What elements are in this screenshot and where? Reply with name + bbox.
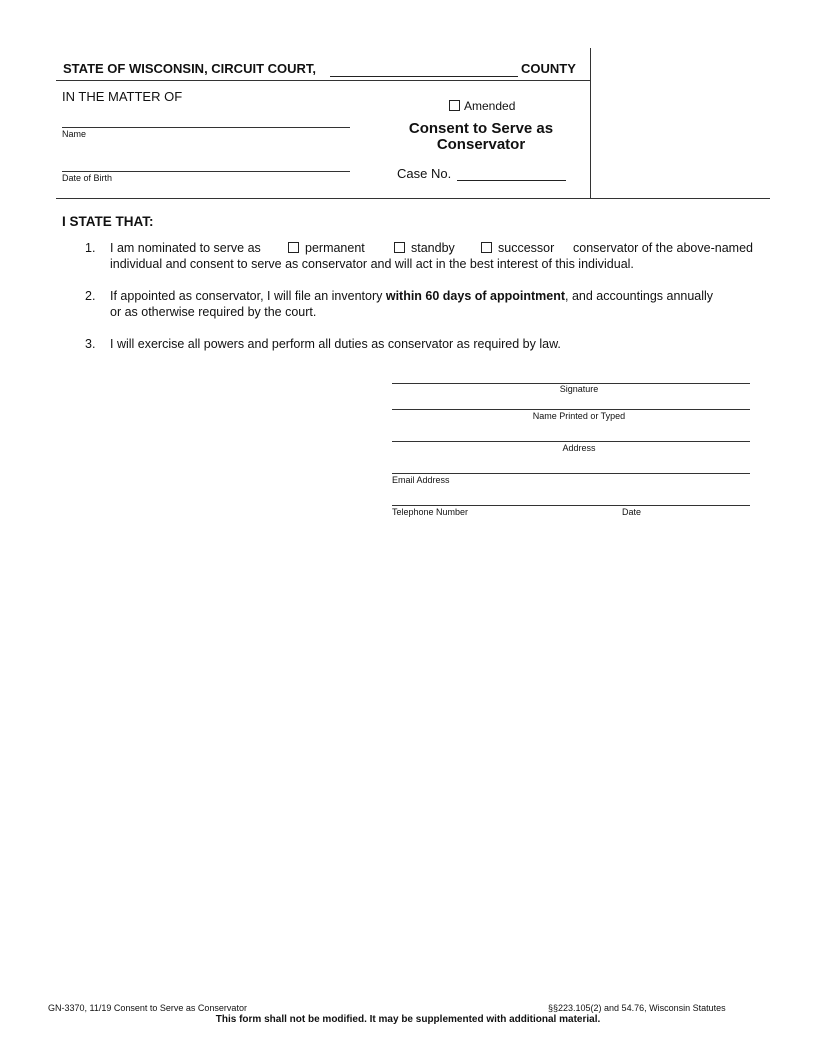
- court-prefix: STATE OF WISCONSIN, CIRCUIT COURT,: [63, 61, 317, 76]
- footer-form-id: GN-3370, 11/19 Consent to Serve as Conservator: [48, 1003, 247, 1013]
- item-3-number: 3.: [85, 337, 96, 351]
- matter-label: IN THE MATTER OF: [62, 89, 183, 104]
- case-no-label: Case No.: [397, 166, 452, 181]
- county-blank-line[interactable]: [330, 76, 518, 77]
- signature-label: Signature: [559, 384, 599, 394]
- form-title-line1: Consent to Serve as: [408, 120, 554, 137]
- item-1-lead: I am nominated to serve as: [110, 241, 261, 255]
- item-2-number: 2.: [85, 289, 96, 303]
- successor-checkbox[interactable]: [481, 242, 492, 253]
- telephone-label: Telephone Number: [392, 507, 469, 517]
- name-printed-label: Name Printed or Typed: [532, 411, 626, 421]
- county-label: COUNTY: [521, 61, 576, 76]
- item-2-pre: If appointed as conservator, I will file an inventory: [110, 289, 386, 303]
- address-label: Address: [562, 443, 596, 453]
- statement-heading: I STATE THAT:: [62, 214, 154, 229]
- permanent-checkbox[interactable]: [288, 242, 299, 253]
- email-line[interactable]: [392, 473, 750, 474]
- option-standby: standby: [411, 241, 455, 255]
- option-permanent: permanent: [305, 241, 365, 255]
- amended-checkbox[interactable]: [449, 100, 460, 111]
- header-top-rule: [56, 80, 590, 81]
- item-1-tail: conservator of the above-named: [573, 241, 753, 255]
- dob-label: Date of Birth: [62, 173, 113, 183]
- standby-checkbox[interactable]: [394, 242, 405, 253]
- dob-field-line[interactable]: [62, 171, 350, 172]
- name-field-line[interactable]: [62, 127, 350, 128]
- name-label: Name: [62, 129, 87, 139]
- email-label: Email Address: [392, 475, 450, 485]
- item-1-line2: individual and consent to serve as conservator and will act in the best interest of this individual.: [110, 257, 634, 271]
- amended-label: Amended: [464, 99, 516, 113]
- item-2-line1: [110, 288, 713, 304]
- footer-notice: This form shall not be modified. It may be supplemented with additional material.: [215, 1014, 601, 1025]
- item-1-number: 1.: [85, 241, 96, 255]
- item-2-post: , and accountings annually: [565, 289, 714, 303]
- name-printed-line[interactable]: [392, 409, 750, 410]
- address-line[interactable]: [392, 441, 750, 442]
- item-2-bold: within 60 days of appointment: [385, 289, 566, 303]
- case-no-field-line[interactable]: [457, 180, 566, 181]
- court-heading: [63, 61, 316, 76]
- option-successor: successor: [498, 241, 555, 255]
- header-right-divider: [590, 48, 591, 198]
- telephone-date-line[interactable]: [392, 505, 750, 506]
- date-label: Date: [622, 507, 642, 517]
- form-title-line2: Conservator: [436, 136, 526, 153]
- form-title: [381, 121, 581, 153]
- footer-statutes: §§223.105(2) and 54.76, Wisconsin Statutes: [548, 1003, 726, 1013]
- header-bottom-rule: [56, 198, 770, 199]
- item-3-text: I will exercise all powers and perform all duties as conservator as required by law.: [110, 337, 561, 351]
- item-2-line2: or as otherwise required by the court.: [110, 305, 317, 319]
